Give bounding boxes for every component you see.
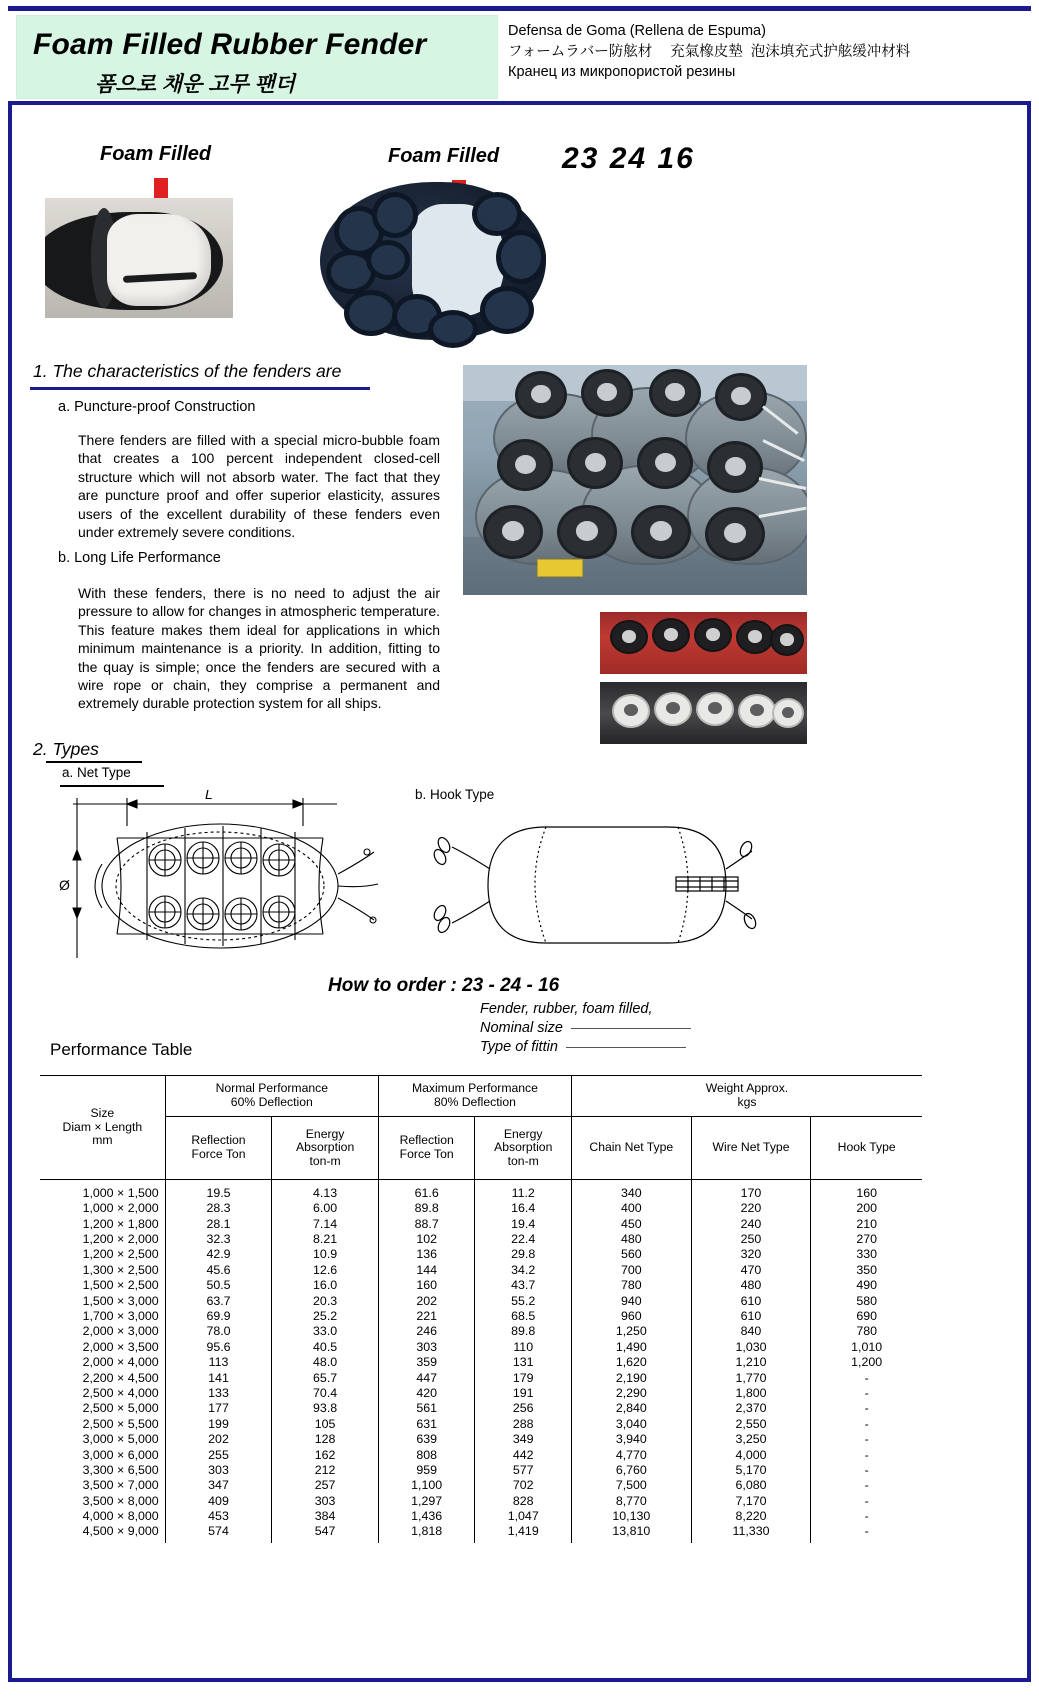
- nominal-size-blank[interactable]: [571, 1028, 691, 1029]
- cell-hook-weight: 270: [856, 1232, 877, 1247]
- cell-size: 2,000 × 3,500: [40, 1340, 165, 1355]
- title-highlight-box: [16, 15, 498, 99]
- performance-table-head: [40, 1076, 922, 1180]
- cell-hook-weight: -: [864, 1432, 869, 1447]
- table-row: [40, 1401, 922, 1416]
- cell-max-reflection: 1,818: [378, 1525, 475, 1543]
- cell-normal-energy: 212: [272, 1463, 379, 1478]
- cell-hook-weight: -: [864, 1385, 869, 1400]
- cell-normal-reflection: 255: [165, 1448, 272, 1463]
- cell-chain-net-weight: 700: [571, 1263, 691, 1278]
- cell-chain-net-weight: 1,250: [571, 1325, 691, 1340]
- cell-max-energy: 828: [475, 1494, 572, 1509]
- col-header-wire-net-type: Wire Net Type: [691, 1117, 811, 1180]
- cell-wire-net-weight: 7,170: [691, 1494, 811, 1509]
- cell-size: 1,500 × 2,500: [40, 1278, 165, 1293]
- col-group-weight: [571, 1076, 922, 1117]
- cell-normal-reflection: 78.0: [165, 1325, 272, 1340]
- cell-wire-net-weight: 610: [691, 1309, 811, 1324]
- col-header-size-l3: mm: [92, 1133, 113, 1148]
- cell-normal-energy: 128: [272, 1432, 379, 1447]
- cell-normal-reflection: 19.5: [165, 1180, 272, 1202]
- cell-hook-weight: -: [864, 1401, 869, 1416]
- cell-max-energy: 702: [475, 1478, 572, 1493]
- cell-size: 3,500 × 7,000: [40, 1478, 165, 1493]
- cell-normal-reflection: 95.6: [165, 1340, 272, 1355]
- cell-wire-net-weight: 1,030: [691, 1340, 811, 1355]
- col-group-normal: [165, 1076, 378, 1117]
- cell-chain-net-weight: 3,040: [571, 1417, 691, 1432]
- cell-size: 2,500 × 4,000: [40, 1386, 165, 1401]
- order-line-description: Fender, rubber, foam filled,: [480, 1001, 653, 1017]
- title-cjk-row: [508, 42, 1028, 63]
- cell-chain-net-weight: 3,940: [571, 1432, 691, 1447]
- cell-wire-net-weight: 840: [691, 1325, 811, 1340]
- cell-normal-reflection: 28.1: [165, 1217, 272, 1232]
- cell-size: 2,500 × 5,000: [40, 1401, 165, 1416]
- cell-hook-weight: 1,010: [851, 1339, 883, 1354]
- page-title-korean: 폼으로 채운 고무 팬더: [95, 73, 296, 96]
- cell-wire-net-weight: 2,550: [691, 1417, 811, 1432]
- col-header-size-l2: Diam × Length: [62, 1119, 143, 1134]
- cell-size: 4,000 × 8,000: [40, 1509, 165, 1524]
- cell-normal-energy: 303: [272, 1494, 379, 1509]
- cell-max-energy: 442: [475, 1448, 572, 1463]
- cell-normal-energy: 105: [272, 1417, 379, 1432]
- type-a-underline: [60, 785, 164, 787]
- performance-table: [40, 1075, 922, 1543]
- title-japanese: フォームラバー防舷材: [508, 43, 653, 60]
- col-header-max-energy: [475, 1117, 572, 1180]
- cell-normal-reflection: 202: [165, 1432, 272, 1447]
- order-line-nominal-size: Nominal size: [480, 1020, 563, 1036]
- cell-normal-reflection: 28.3: [165, 1201, 272, 1216]
- cell-normal-energy: 7.14: [272, 1217, 379, 1232]
- cell-normal-energy: 40.5: [272, 1340, 379, 1355]
- cell-normal-reflection: 177: [165, 1401, 272, 1416]
- length-dimension-label: L: [205, 790, 213, 802]
- cell-max-reflection: 88.7: [378, 1217, 475, 1232]
- cell-wire-net-weight: 250: [691, 1232, 811, 1247]
- normal-energy-l2: Absorption: [295, 1140, 355, 1155]
- cell-max-reflection: 1,297: [378, 1494, 475, 1509]
- cell-size: 2,500 × 5,500: [40, 1417, 165, 1432]
- cell-max-reflection: 136: [378, 1248, 475, 1263]
- foam-filled-label-left: Foam Filled: [100, 143, 212, 165]
- cell-max-energy: 11.2: [475, 1180, 572, 1202]
- bottom-border-rule: [8, 1678, 1031, 1682]
- table-row: [40, 1386, 922, 1401]
- cell-max-reflection: 631: [378, 1417, 475, 1432]
- cell-max-reflection: 420: [378, 1386, 475, 1401]
- cell-chain-net-weight: 960: [571, 1309, 691, 1324]
- cell-size: 1,700 × 3,000: [40, 1309, 165, 1324]
- subsection-a-heading: a. Puncture-proof Construction: [58, 399, 256, 415]
- col-header-hook-type: Hook Type: [811, 1117, 922, 1180]
- cell-wire-net-weight: 320: [691, 1248, 811, 1263]
- cell-hook-weight: -: [864, 1509, 869, 1524]
- cell-hook-weight: 210: [856, 1216, 877, 1231]
- cell-hook-weight: 780: [856, 1324, 877, 1339]
- cell-wire-net-weight: 1,210: [691, 1355, 811, 1370]
- table-row: [40, 1355, 922, 1370]
- max-energy-l1: Energy: [503, 1126, 543, 1141]
- subsection-b-heading: b. Long Life Performance: [58, 550, 221, 566]
- cell-wire-net-weight: 11,330: [691, 1525, 811, 1543]
- col-header-size: [40, 1076, 165, 1180]
- cell-normal-reflection: 303: [165, 1463, 272, 1478]
- cell-normal-reflection: 574: [165, 1525, 272, 1543]
- table-row: [40, 1417, 922, 1432]
- cell-hook-weight: 200: [856, 1201, 877, 1216]
- cell-max-reflection: 246: [378, 1325, 475, 1340]
- cell-size: 3,500 × 8,000: [40, 1494, 165, 1509]
- cell-size: 1,200 × 1,800: [40, 1217, 165, 1232]
- table-row: [40, 1180, 922, 1202]
- cell-chain-net-weight: 8,770: [571, 1494, 691, 1509]
- cell-hook-weight: -: [864, 1416, 869, 1431]
- table-row: [40, 1478, 922, 1493]
- page-header: [8, 13, 1031, 99]
- cell-normal-energy: 162: [272, 1448, 379, 1463]
- col-group-weight-l1: Weight Approx.: [705, 1081, 789, 1096]
- cell-chain-net-weight: 10,130: [571, 1509, 691, 1524]
- cell-size: 3,000 × 6,000: [40, 1448, 165, 1463]
- cell-wire-net-weight: 220: [691, 1201, 811, 1216]
- cell-normal-energy: 33.0: [272, 1325, 379, 1340]
- cell-wire-net-weight: 170: [691, 1180, 811, 1202]
- cell-chain-net-weight: 400: [571, 1201, 691, 1216]
- cell-hook-weight: -: [864, 1447, 869, 1462]
- cell-max-energy: 19.4: [475, 1217, 572, 1232]
- section-2-heading: 2. Types: [33, 739, 99, 759]
- cell-hook-weight: -: [864, 1524, 869, 1539]
- cell-hook-weight: 160: [811, 1180, 922, 1202]
- subsection-b-body: With these fenders, there is no need to adjust the air pressure to allow for changes in atmospheric temperature. This feature makes them ideal for applications in which minimum maintenance is a priority. In addition, fitting to the quay is simple; once the fenders are secured with a wire rope or chain, they comprise a permanent and extremely durable protection system for all ships.: [78, 585, 440, 712]
- cell-max-reflection: 102: [378, 1232, 475, 1247]
- cell-normal-energy: 8.21: [272, 1232, 379, 1247]
- cell-normal-energy: 12.6: [272, 1263, 379, 1278]
- cell-max-energy: 43.7: [475, 1278, 572, 1293]
- cell-normal-reflection: 409: [165, 1494, 272, 1509]
- cell-size: 2,000 × 3,000: [40, 1325, 165, 1340]
- table-row: [40, 1217, 922, 1232]
- cell-max-energy: 22.4: [475, 1232, 572, 1247]
- cell-max-energy: 577: [475, 1463, 572, 1478]
- diameter-dimension-label: Ø: [59, 877, 70, 893]
- cell-size: 1,000 × 2,000: [40, 1201, 165, 1216]
- cell-size: 2,200 × 4,500: [40, 1371, 165, 1386]
- title-spanish: Defensa de Goma (Rellena de Espuma): [508, 23, 766, 39]
- cell-max-reflection: 447: [378, 1371, 475, 1386]
- cell-normal-reflection: 141: [165, 1371, 272, 1386]
- product-code: 23 24 16: [562, 142, 695, 175]
- cell-normal-energy: 547: [272, 1525, 379, 1543]
- cell-hook-weight: 1,200: [851, 1355, 883, 1370]
- cell-hook-weight: 330: [856, 1247, 877, 1262]
- table-row: [40, 1232, 922, 1247]
- cell-max-energy: 349: [475, 1432, 572, 1447]
- col-group-maximum: [378, 1076, 571, 1117]
- cell-max-energy: 191: [475, 1386, 572, 1401]
- cell-wire-net-weight: 5,170: [691, 1463, 811, 1478]
- red-fender-photo: [600, 612, 807, 674]
- cell-normal-energy: 384: [272, 1509, 379, 1524]
- table-row: [40, 1463, 922, 1478]
- type-b-label: b. Hook Type: [415, 787, 495, 802]
- cell-normal-reflection: 50.5: [165, 1278, 272, 1293]
- max-energy-l2: Absorption: [494, 1140, 553, 1155]
- cell-size: 1,200 × 2,000: [40, 1232, 165, 1247]
- table-row: [40, 1525, 922, 1543]
- fender-array-photo: [463, 365, 807, 595]
- cell-hook-weight: 490: [856, 1278, 877, 1293]
- cell-wire-net-weight: 2,370: [691, 1401, 811, 1416]
- cell-chain-net-weight: 2,190: [571, 1371, 691, 1386]
- col-group-normal-l2: 60% Deflection: [230, 1095, 313, 1109]
- cell-hook-weight: -: [864, 1370, 869, 1385]
- col-header-normal-reflection: [165, 1117, 272, 1180]
- cell-normal-energy: 65.7: [272, 1371, 379, 1386]
- cell-hook-weight: 350: [856, 1262, 877, 1277]
- cell-max-reflection: 1,436: [378, 1509, 475, 1524]
- cell-normal-reflection: 42.9: [165, 1248, 272, 1263]
- performance-table-body: [40, 1180, 922, 1543]
- cell-chain-net-weight: 2,290: [571, 1386, 691, 1401]
- left-border-rule: [8, 101, 12, 1681]
- table-row: [40, 1432, 922, 1447]
- cell-wire-net-weight: 470: [691, 1263, 811, 1278]
- cell-normal-reflection: 45.6: [165, 1263, 272, 1278]
- fitting-type-blank[interactable]: [566, 1047, 686, 1048]
- cell-max-reflection: 61.6: [378, 1180, 475, 1202]
- cell-chain-net-weight: 6,760: [571, 1463, 691, 1478]
- cell-chain-net-weight: 560: [571, 1248, 691, 1263]
- normal-reflection-l2: Force Ton: [191, 1147, 246, 1161]
- cutaway-fender-photo: [45, 198, 233, 318]
- cell-chain-net-weight: 7,500: [571, 1478, 691, 1493]
- cell-size: 3,300 × 6,500: [40, 1463, 165, 1478]
- cell-size: 1,300 × 2,500: [40, 1263, 165, 1278]
- cell-wire-net-weight: 8,220: [691, 1509, 811, 1524]
- cell-chain-net-weight: 1,620: [571, 1355, 691, 1370]
- cell-max-reflection: 359: [378, 1355, 475, 1370]
- cell-chain-net-weight: 480: [571, 1232, 691, 1247]
- cell-hook-weight: 690: [856, 1309, 877, 1324]
- col-group-maximum-l2: 80% Deflection: [433, 1095, 516, 1109]
- col-group-maximum-l1: Maximum Performance: [411, 1081, 538, 1096]
- cell-max-energy: 1,419: [475, 1525, 572, 1543]
- col-header-max-reflection: [378, 1117, 475, 1180]
- cell-max-energy: 16.4: [475, 1201, 572, 1216]
- section-2-underline: [46, 761, 142, 763]
- cell-wire-net-weight: 480: [691, 1278, 811, 1293]
- table-row: [40, 1494, 922, 1509]
- max-reflection-l1: Reflection: [399, 1133, 454, 1148]
- cell-size: 4,500 × 9,000: [40, 1525, 165, 1543]
- cell-wire-net-weight: 1,800: [691, 1386, 811, 1401]
- table-row: [40, 1263, 922, 1278]
- cell-max-reflection: 89.8: [378, 1201, 475, 1216]
- net-fender-endview-photo: [320, 182, 546, 340]
- how-to-order-heading: How to order : 23 - 24 - 16: [328, 975, 560, 996]
- cell-max-reflection: 639: [378, 1432, 475, 1447]
- type-a-label: a. Net Type: [62, 765, 131, 780]
- table-row: [40, 1371, 922, 1386]
- cell-normal-energy: 48.0: [272, 1355, 379, 1370]
- cell-hook-weight: -: [864, 1478, 869, 1493]
- cell-chain-net-weight: 4,770: [571, 1448, 691, 1463]
- net-type-diagram: [55, 790, 385, 970]
- cell-max-energy: 34.2: [475, 1263, 572, 1278]
- cell-max-energy: 131: [475, 1355, 572, 1370]
- cell-normal-energy: 25.2: [272, 1309, 379, 1324]
- cell-normal-energy: 93.8: [272, 1401, 379, 1416]
- cell-normal-energy: 6.00: [272, 1201, 379, 1216]
- table-row: [40, 1340, 922, 1355]
- cell-normal-energy: 257: [272, 1478, 379, 1493]
- cell-wire-net-weight: 6,080: [691, 1478, 811, 1493]
- cell-normal-reflection: 32.3: [165, 1232, 272, 1247]
- cell-normal-energy: 10.9: [272, 1248, 379, 1263]
- cell-normal-energy: 4.13: [272, 1180, 379, 1202]
- col-header-chain-net-type: Chain Net Type: [571, 1117, 691, 1180]
- cell-chain-net-weight: 340: [571, 1180, 691, 1202]
- cell-chain-net-weight: 940: [571, 1294, 691, 1309]
- cell-hook-weight: -: [864, 1462, 869, 1477]
- page-title: Foam Filled Rubber Fender: [33, 28, 427, 61]
- title-chinese-simplified: 泡沫填充式护舷缓冲材料: [750, 43, 911, 60]
- order-line-fitting-type: Type of fittin: [480, 1039, 558, 1055]
- right-border-rule: [1027, 101, 1031, 1681]
- col-header-normal-energy: [272, 1117, 379, 1180]
- cell-normal-reflection: 199: [165, 1417, 272, 1432]
- title-translations: [508, 21, 1028, 83]
- cell-chain-net-weight: 13,810: [571, 1525, 691, 1543]
- normal-reflection-l1: Reflection: [191, 1133, 246, 1148]
- cell-chain-net-weight: 450: [571, 1217, 691, 1232]
- cell-max-reflection: 1,100: [378, 1478, 475, 1493]
- cell-wire-net-weight: 240: [691, 1217, 811, 1232]
- cell-max-reflection: 303: [378, 1340, 475, 1355]
- section-1-underline: [30, 387, 370, 390]
- cell-max-energy: 1,047: [475, 1509, 572, 1524]
- cell-wire-net-weight: 3,250: [691, 1432, 811, 1447]
- table-row: [40, 1201, 922, 1216]
- normal-energy-l3: ton-m: [309, 1153, 341, 1168]
- col-header-size-l1: Size: [90, 1106, 115, 1121]
- how-to-order-details: [480, 1000, 691, 1057]
- cell-normal-energy: 70.4: [272, 1386, 379, 1401]
- cell-chain-net-weight: 2,840: [571, 1401, 691, 1416]
- cell-normal-reflection: 69.9: [165, 1309, 272, 1324]
- cell-max-energy: 55.2: [475, 1294, 572, 1309]
- cell-max-energy: 29.8: [475, 1248, 572, 1263]
- col-group-weight-l2: kgs: [737, 1095, 757, 1109]
- section-1-heading: 1. The characteristics of the fenders are: [33, 361, 342, 381]
- cell-hook-weight: -: [864, 1493, 869, 1508]
- cell-size: 1,500 × 3,000: [40, 1294, 165, 1309]
- performance-table-title: Performance Table: [50, 1040, 193, 1059]
- cell-max-reflection: 202: [378, 1294, 475, 1309]
- cell-chain-net-weight: 1,490: [571, 1340, 691, 1355]
- cell-normal-reflection: 113: [165, 1355, 272, 1370]
- foam-filled-label-right: Foam Filled: [388, 145, 500, 167]
- cell-max-energy: 68.5: [475, 1309, 572, 1324]
- table-row: [40, 1294, 922, 1309]
- table-row: [40, 1278, 922, 1293]
- cell-max-energy: 179: [475, 1371, 572, 1386]
- cell-max-reflection: 221: [378, 1309, 475, 1324]
- table-row: [40, 1509, 922, 1524]
- cell-max-reflection: 959: [378, 1463, 475, 1478]
- cell-normal-reflection: 63.7: [165, 1294, 272, 1309]
- title-russian: Кранец из микропористой резины: [508, 64, 736, 81]
- header-border-rule: [8, 101, 1031, 105]
- cell-chain-net-weight: 780: [571, 1278, 691, 1293]
- cell-max-energy: 288: [475, 1417, 572, 1432]
- cell-normal-energy: 20.3: [272, 1294, 379, 1309]
- cell-normal-reflection: 347: [165, 1478, 272, 1493]
- subsection-a-body: There fenders are filled with a special micro-bubble foam that creates a 100 percent independent closed-cell structure which will not absorb water. The fact that they are puncture proof and offer superior elasticity, assures users of the excellent durability of these fenders even under extremely severe conditions.: [78, 432, 440, 541]
- cell-wire-net-weight: 610: [691, 1294, 811, 1309]
- table-row: [40, 1248, 922, 1263]
- table-row: [40, 1325, 922, 1340]
- cell-max-reflection: 144: [378, 1263, 475, 1278]
- max-energy-l3: ton-m: [507, 1153, 539, 1168]
- cell-normal-reflection: 453: [165, 1509, 272, 1524]
- table-row: [40, 1448, 922, 1463]
- cell-hook-weight: 580: [856, 1293, 877, 1308]
- cell-normal-energy: 16.0: [272, 1278, 379, 1293]
- cell-size: 1,000 × 1,500: [40, 1180, 165, 1202]
- cell-max-reflection: 561: [378, 1401, 475, 1416]
- cell-wire-net-weight: 1,770: [691, 1371, 811, 1386]
- cell-normal-reflection: 133: [165, 1386, 272, 1401]
- cell-max-energy: 110: [475, 1340, 572, 1355]
- normal-energy-l1: Energy: [305, 1126, 345, 1141]
- cell-size: 1,200 × 2,500: [40, 1248, 165, 1263]
- cell-max-reflection: 808: [378, 1448, 475, 1463]
- hook-type-diagram: [430, 805, 760, 965]
- table-row: [40, 1309, 922, 1324]
- cell-size: 3,000 × 5,000: [40, 1432, 165, 1447]
- cell-max-reflection: 160: [378, 1278, 475, 1293]
- col-group-normal-l1: Normal Performance: [215, 1081, 329, 1096]
- cell-max-energy: 89.8: [475, 1325, 572, 1340]
- black-fender-photo: [600, 682, 807, 744]
- cell-size: 2,000 × 4,000: [40, 1355, 165, 1370]
- cell-max-energy: 256: [475, 1401, 572, 1416]
- title-chinese-traditional: 充氣橡皮墊: [670, 43, 743, 60]
- cell-wire-net-weight: 4,000: [691, 1448, 811, 1463]
- top-border-rule: [8, 6, 1031, 11]
- max-reflection-l2: Force Ton: [399, 1147, 454, 1161]
